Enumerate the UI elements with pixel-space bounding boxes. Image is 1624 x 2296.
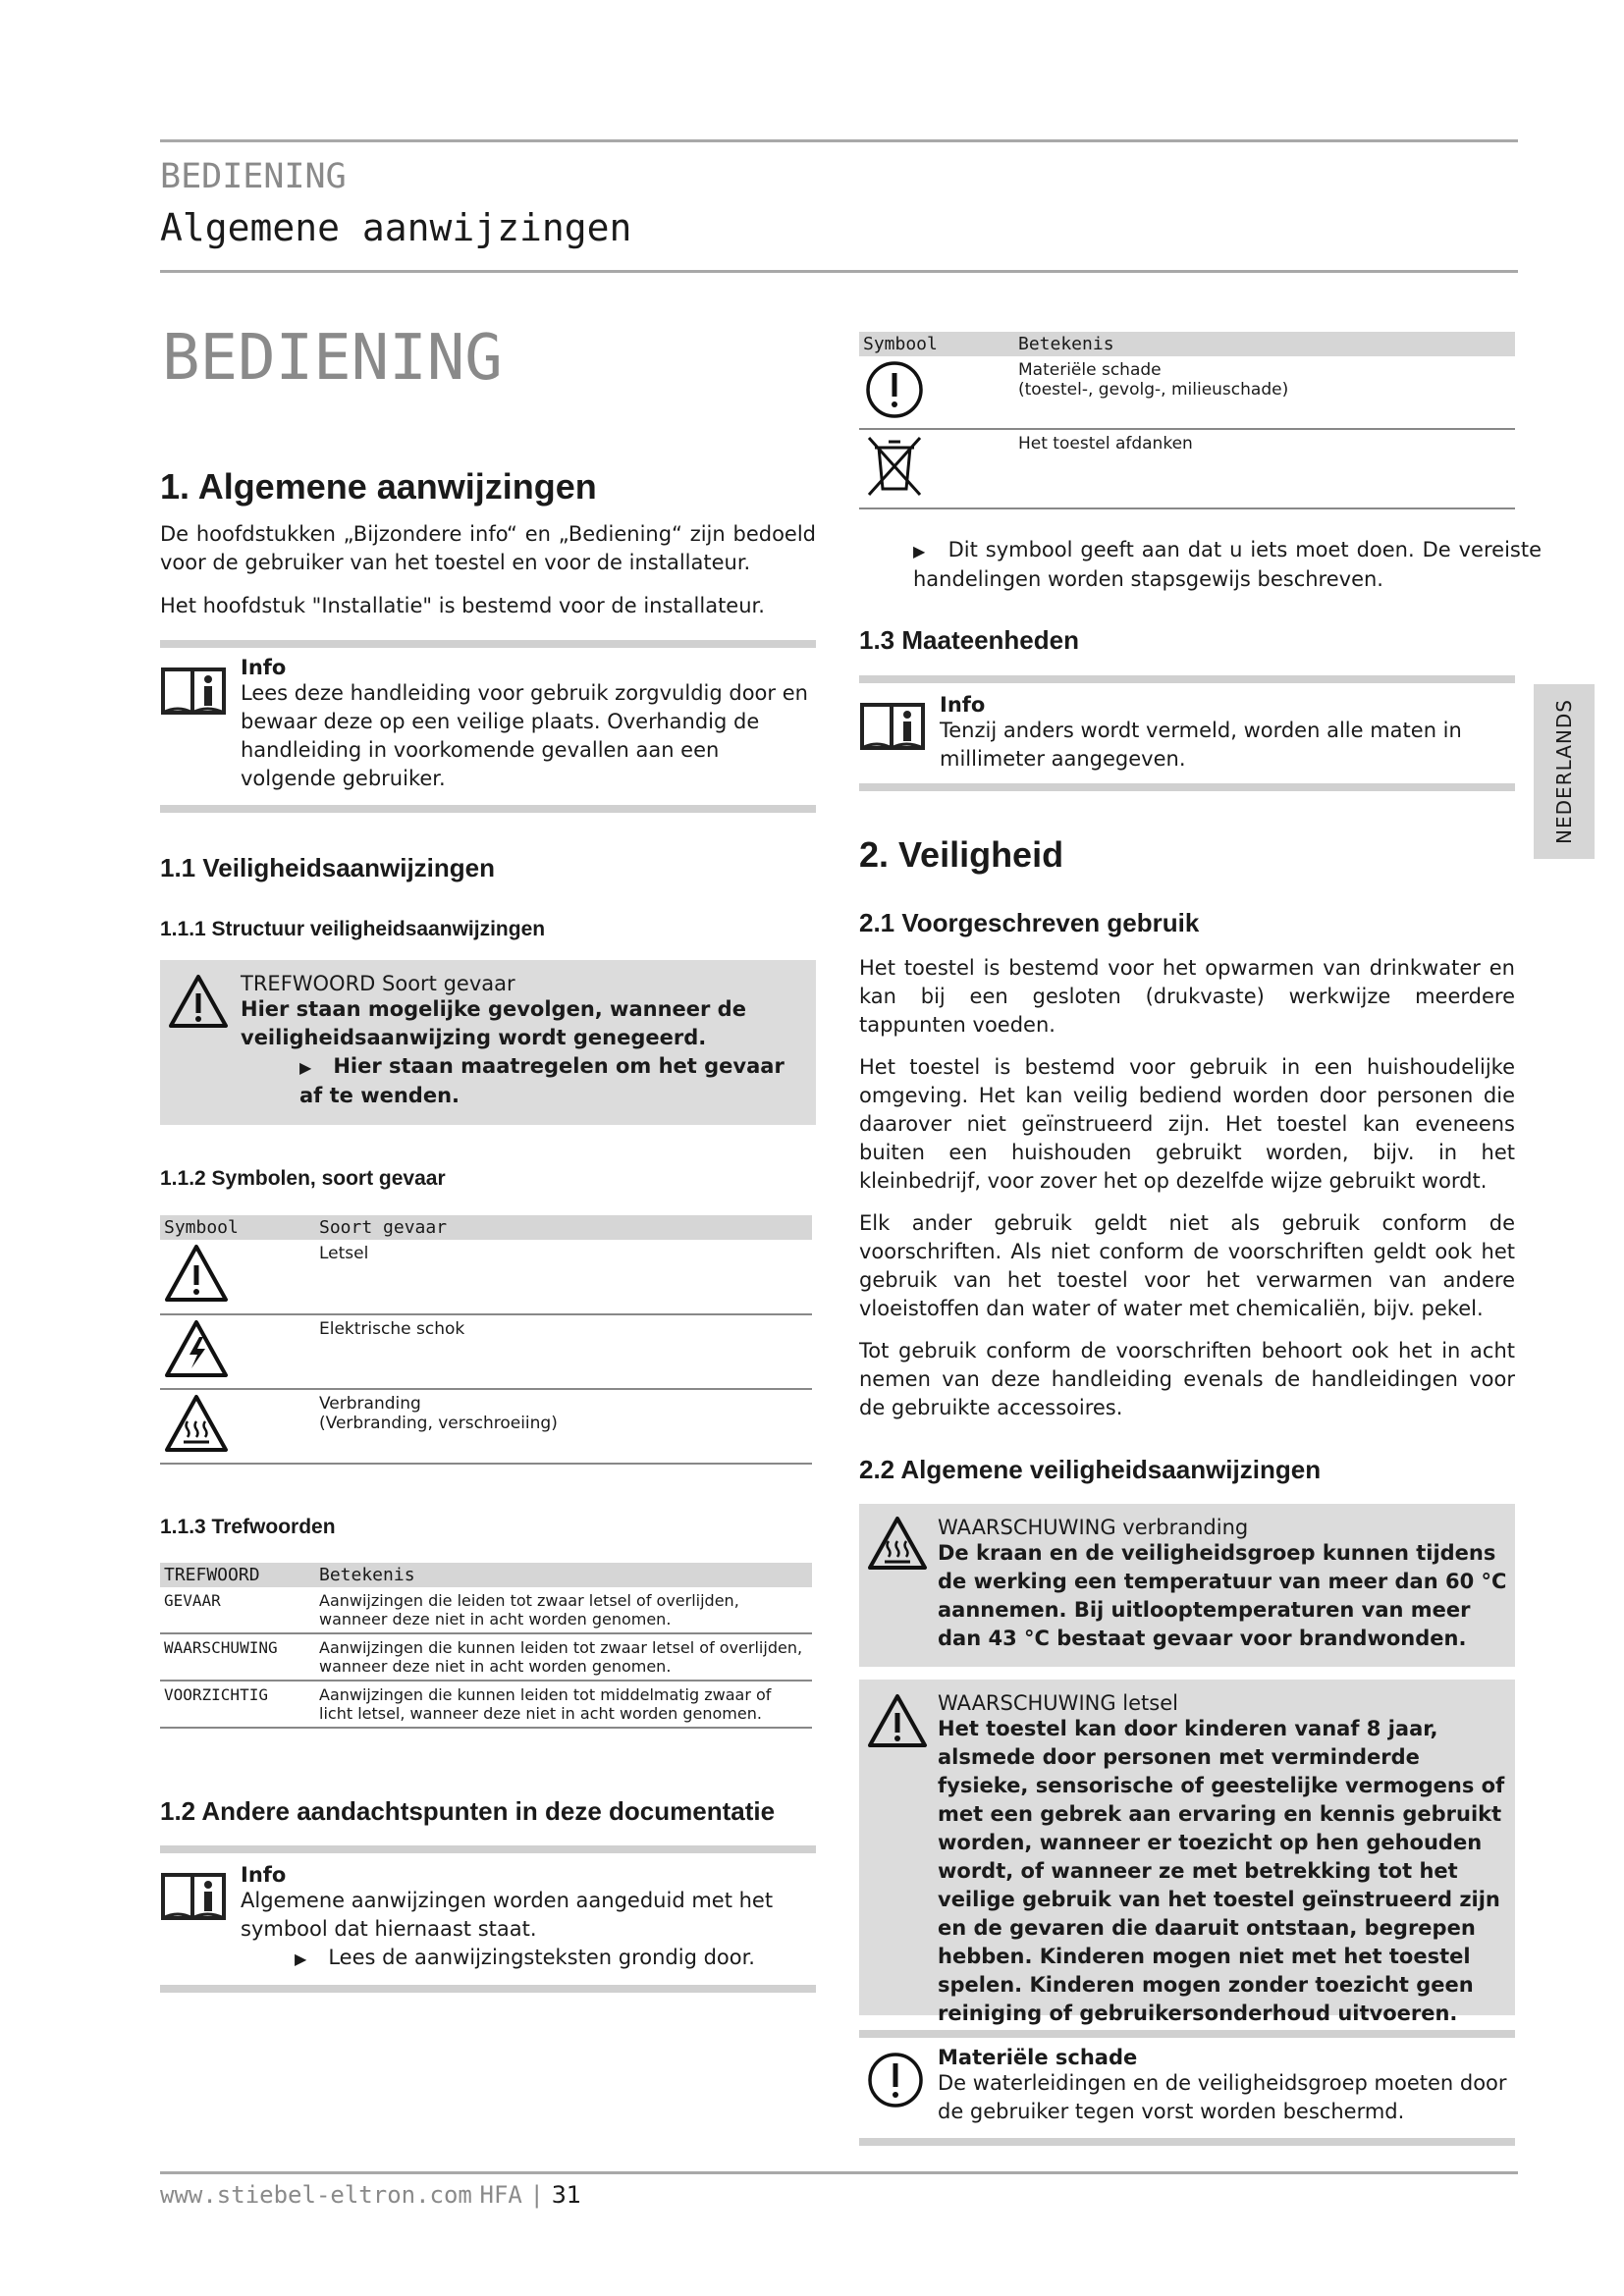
material-damage-text: De waterleidingen en de veiligheidsgroep moeten door de gebruiker tegen vorst worden beschermd. — [938, 2071, 1507, 2123]
warning-triangle-icon — [867, 1693, 928, 1748]
material-damage-icon — [863, 360, 926, 419]
signal-meaning: Aanwijzingen die kunnen leiden tot middelmatig zwaar of licht letsel, wanneer deze niet in acht worden genomen. — [315, 1681, 812, 1728]
electric-shock-icon — [164, 1319, 229, 1378]
warning-injury-title: WAARSCHUWING letsel — [938, 1691, 1178, 1715]
hazard-symbol-table — [160, 1215, 812, 1465]
signal-word: WAARSCHUWING — [160, 1633, 315, 1681]
header-section: BEDIENING — [160, 157, 347, 196]
language-tab — [1534, 684, 1595, 859]
hazard-col-symbol: Symbool — [160, 1215, 315, 1240]
warning-triangle-icon — [168, 974, 229, 1029]
section-2-1-p2: Het toestel is bestemd voor gebruik in een huishoudelijke omgeving. Het kan veilig bediend worden door personen die daarover niet geïnstrueerd zijn. Het toestel kan eveneens buiten een huishouden gebruikt worden, bijv. in het kleinbedrijf, voor zover het op dezelfde wijze gebruikt wordt. — [859, 1055, 1515, 1193]
hazard-col-type: Soort gevaar — [315, 1215, 812, 1240]
info-box-2 — [160, 1845, 816, 1993]
material-damage-icon — [867, 2052, 924, 2109]
section-1-1-3-heading: 1.1.3 Trefwoorden — [160, 1516, 336, 1538]
header-title: Algemene aanwijzingen — [160, 206, 632, 249]
symbol-col-meaning: Betekenis — [1014, 332, 1515, 356]
hazard-row-label: Letsel — [315, 1240, 812, 1314]
warning-injury-box — [859, 1680, 1515, 2025]
warning-structure-box — [160, 960, 816, 1125]
burn-icon — [164, 1394, 229, 1453]
signal-word-table — [160, 1563, 812, 1729]
symbol-meaning-table — [859, 332, 1515, 509]
section-2-2-heading: 2.2 Algemene veiligheidsaanwijzingen — [859, 1455, 1322, 1484]
header-rule — [160, 270, 1518, 273]
section-2-heading: 2. Veiligheid — [859, 834, 1064, 875]
material-damage-box — [859, 2030, 1515, 2146]
page-title: BEDIENING — [162, 322, 503, 395]
footer — [160, 2181, 581, 2209]
info-2-title: Info — [241, 1863, 287, 1887]
burn-warning-icon — [867, 1516, 928, 1571]
section-1-p1: De hoofdstukken „Bijzondere info“ en „Bediening“ zijn bedoeld voor de gebruiker van het toestel en voor de installateur. — [160, 522, 816, 574]
warning-structure-action: ▶ Hier staan maatregelen om het gevaar af te wenden. — [241, 1052, 810, 1110]
warning-structure-title: TREFWOORD Soort gevaar — [241, 972, 515, 995]
warning-burn-text: De kraan en de veiligheidsgroep kunnen tijdens de werking een temperatuur van meer dan 60 °C aannemen. Bij uitlooptemperaturen van meer dan 43 °C bestaat gevaar voor brandwonden. — [938, 1541, 1507, 1650]
info-box-3 — [859, 675, 1515, 791]
section-1-2-heading: 1.2 Andere aandachtspunten in deze documentatie — [160, 1796, 776, 1826]
warning-burn-box — [859, 1504, 1515, 1667]
top-rule — [160, 139, 1518, 142]
section-1-heading: 1. Algemene aanwijzingen — [160, 466, 597, 507]
info-book-icon — [160, 1867, 229, 1922]
section-1-1-2-heading: 1.1.2 Symbolen, soort gevaar — [160, 1167, 446, 1190]
action-note: ▶ Dit symbool geeft aan dat u iets moet doen. De vereiste handelingen worden stapsgewijs beschreven. — [859, 536, 1542, 594]
info-3-text: Tenzij anders wordt vermeld, worden alle maten in millimeter aangegeven. — [940, 719, 1462, 771]
footer-rule — [160, 2171, 1518, 2174]
section-2-1-p3: Elk ander gebruik geldt niet als gebruik conform de voorschriften. Als niet conform de voorschriften geldt ook het gebruik van het toestel voor het verwarmen van andere vloeistoffen dan water of water met chemicaliën, bijv. pekel. — [859, 1211, 1515, 1320]
signal-col-word: TREFWOORD — [160, 1563, 315, 1587]
hazard-row-label: Elektrische schok — [315, 1314, 812, 1389]
signal-meaning: Aanwijzingen die leiden tot zwaar letsel of overlijden, wanneer deze niet in acht worden genomen. — [315, 1587, 812, 1633]
info-box-1 — [160, 640, 816, 813]
info-2-action: ▶ Lees de aanwijzingsteksten grondig door. — [241, 1944, 816, 1973]
info-3-title: Info — [940, 693, 986, 717]
section-2-1-heading: 2.1 Voorgeschreven gebruik — [859, 908, 1200, 937]
language-tab-label: NEDERLANDS — [1552, 699, 1576, 844]
section-2-1-p4: Tot gebruik conform de voorschriften behoort ook het in acht nemen van deze handleiding evenals de handleidingen voor de gebruikte accessoires. — [859, 1339, 1515, 1419]
signal-col-meaning: Betekenis — [315, 1563, 812, 1587]
section-1-1-heading: 1.1 Veiligheidsaanwijzingen — [160, 853, 495, 882]
info-book-icon — [859, 697, 928, 752]
section-1-1-1-heading: 1.1.1 Structuur veiligheidsaanwijzingen — [160, 918, 546, 940]
symbol-row-label: Het toestel afdanken — [1014, 429, 1515, 508]
section-1-3-heading: 1.3 Maateenheden — [859, 625, 1079, 655]
section-1-p2: Het hoofdstuk "Installatie" is bestemd voor de installateur. — [160, 594, 765, 617]
info-1-text: Lees deze handleiding voor gebruik zorgvuldig door en bewaar deze op een veilige plaats. Overhandig de handleiding in voorkomende gevallen aan een volgende gebruiker. — [241, 681, 808, 790]
signal-meaning: Aanwijzingen die kunnen leiden tot zwaar letsel of overlijden, wanneer deze niet in acht worden genomen. — [315, 1633, 812, 1681]
warning-injury-text: Het toestel kan door kinderen vanaf 8 jaar, alsmede door personen met verminderde fysieke, sensorische of geestelijke vermogens of met een gebrek aan ervaring en kennis gebruikt worden, wanneer er toezicht op hen gehouden wordt, of wanneer ze met betrekking tot het veilige gebruik van het toestel geïnstrueerd zijn en de gevaren die daaruit ontstaan, begrepen hebben. Kinderen mogen niet met het toestel spelen. Kinderen mogen zonder toezicht geen reiniging of gebruikersonderhoud uitvoeren. — [938, 1717, 1505, 2025]
info-2-text: Algemene aanwijzingen worden aangeduid met het symbool dat hiernaast staat. — [241, 1889, 774, 1941]
section-2-1-p1: Het toestel is bestemd voor het opwarmen van drinkwater en kan bij een gesloten (drukvaste) werkwijze meerdere tappunten voeden. — [859, 956, 1515, 1037]
warning-structure-text: Hier staan mogelijke gevolgen, wanneer de veiligheidsaanwijzing wordt genegeerd. — [241, 997, 746, 1049]
footer-doc: HFA — [479, 2181, 522, 2209]
hazard-row-label: Verbranding (Verbranding, verschroeiing) — [315, 1389, 812, 1464]
symbol-col-symbol: Symbool — [859, 332, 1014, 356]
warning-triangle-icon — [164, 1244, 229, 1303]
signal-word: VOORZICHTIG — [160, 1681, 315, 1728]
symbol-row-label: Materiële schade (toestel-, gevolg-, milieuschade) — [1014, 356, 1515, 429]
info-1-title: Info — [241, 656, 287, 679]
disposal-bin-icon — [863, 434, 926, 499]
footer-url[interactable]: www.stiebel-eltron.com — [160, 2181, 472, 2209]
info-book-icon — [160, 662, 229, 717]
signal-word: GEVAAR — [160, 1587, 315, 1633]
material-damage-title: Materiële schade — [938, 2046, 1138, 2069]
footer-separator: | — [529, 2181, 544, 2209]
warning-burn-title: WAARSCHUWING verbranding — [938, 1516, 1249, 1539]
page-number: 31 — [551, 2181, 582, 2209]
